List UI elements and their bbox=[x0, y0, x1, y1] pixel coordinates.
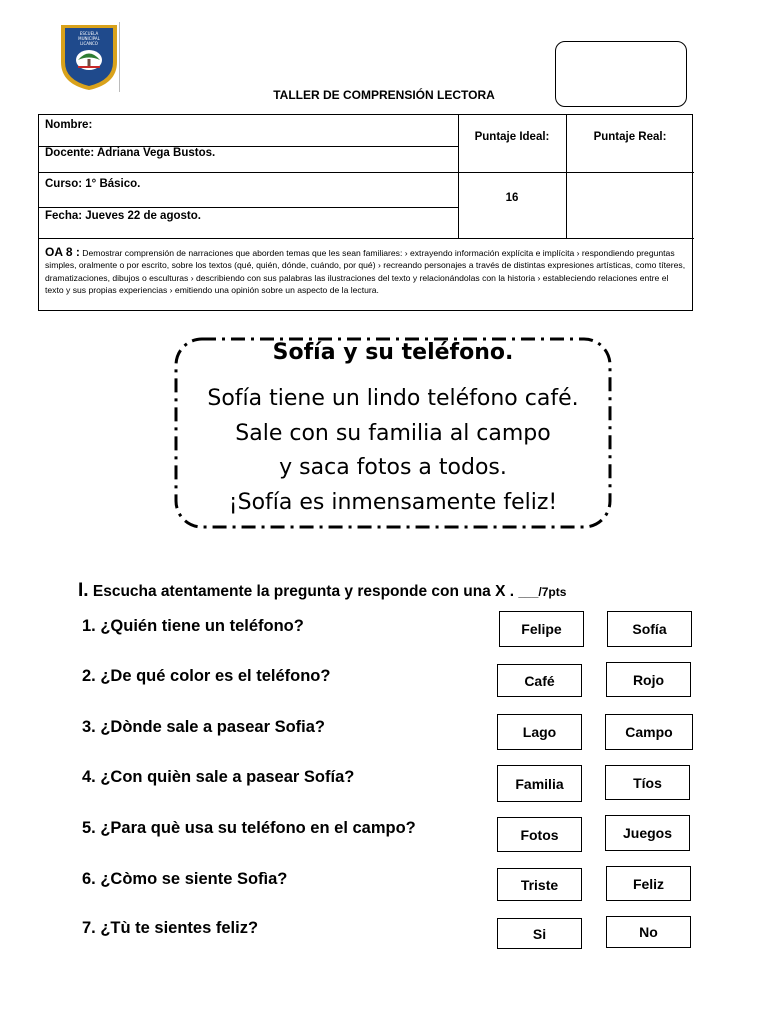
answer-option-campo[interactable]: Campo bbox=[605, 714, 693, 750]
page-title: TALLER DE COMPRENSIÓN LECTORA bbox=[273, 88, 495, 102]
nombre-label: Nombre: bbox=[45, 119, 93, 131]
points-blank: ___/7pts bbox=[518, 585, 567, 599]
answer-option-juegos[interactable]: Juegos bbox=[605, 815, 690, 851]
table-line bbox=[39, 172, 694, 173]
instruction-text: Escucha atentamente la pregunta y responde con una X . bbox=[88, 583, 519, 600]
section-instruction bbox=[78, 580, 566, 602]
answer-option-familia[interactable]: Familia bbox=[497, 765, 582, 802]
question-6: 6. ¿Còmo se siente Sofìa? bbox=[82, 870, 288, 888]
table-line bbox=[39, 207, 458, 208]
fecha-label: Fecha: Jueves 22 de agosto. bbox=[45, 210, 201, 222]
logo-divider bbox=[119, 22, 120, 92]
puntaje-ideal-value: 16 bbox=[505, 192, 519, 204]
answer-option-fotos[interactable]: Fotos bbox=[497, 817, 582, 852]
story-line: y saca fotos a todos. bbox=[279, 455, 507, 480]
story-line: Sale con su familia al campo bbox=[235, 421, 551, 446]
question-3: 3. ¿Dònde sale a pasear Sofia? bbox=[82, 718, 326, 736]
logo-text-2: MUNICIPAL bbox=[78, 36, 100, 41]
oa-objective bbox=[45, 246, 688, 297]
school-shield-icon bbox=[58, 22, 120, 92]
answer-option-si[interactable]: Si bbox=[497, 918, 582, 949]
question-5: 5. ¿Para què usa su teléfono en el campo? bbox=[82, 819, 416, 837]
answer-option-no[interactable]: No bbox=[606, 916, 691, 948]
answer-option-tios[interactable]: Tíos bbox=[605, 765, 690, 800]
table-line bbox=[39, 238, 694, 239]
story-line: ¡Sofía es inmensamente feliz! bbox=[228, 490, 558, 515]
question-4: 4. ¿Con quièn sale a pasear Sofía? bbox=[82, 768, 355, 786]
answer-option-lago[interactable]: Lago bbox=[497, 714, 582, 750]
logo-text-3: LICANCO bbox=[80, 41, 98, 46]
story-line: Sofía tiene un lindo teléfono café. bbox=[207, 386, 579, 411]
answer-option-feliz[interactable]: Feliz bbox=[606, 866, 691, 901]
oa-label: OA 8 : bbox=[45, 245, 80, 259]
question-7: 7. ¿Tù te sientes feliz? bbox=[82, 919, 259, 937]
question-2: 2. ¿De qué color es el teléfono? bbox=[82, 667, 331, 685]
docente-label: Docente: Adriana Vega Bustos. bbox=[45, 147, 216, 159]
answer-option-rojo[interactable]: Rojo bbox=[606, 662, 691, 697]
story-title: Sofía y su teléfono. bbox=[272, 340, 514, 365]
answer-option-felipe[interactable]: Felipe bbox=[499, 611, 584, 647]
info-table bbox=[38, 114, 693, 311]
answer-option-sofia[interactable]: Sofía bbox=[607, 611, 692, 647]
oa-description: Demostrar comprensión de narraciones que aborden temas que les sean familiares: › extrayendo información explícita e implícita › respondiendo preguntas simples, oralmente o por escrito, sobre los textos (qué, quién, dónde, cuándo, por qué) › recreando personajes a través de distintas expresiones artísticas, como títeres, dramatizaciones, dibujos o esculturas › describiendo con sus palabras las ilustraciones del texto y relacionándolas con la historia › estableciendo relaciones entre el texto y sus propias experiencias › emitiendo una opinión sobre un aspecto de la lectura. bbox=[45, 248, 686, 296]
section-number: I. bbox=[78, 580, 89, 601]
answer-option-cafe[interactable]: Café bbox=[497, 664, 582, 697]
curso-label: Curso: 1° Básico. bbox=[45, 178, 141, 190]
puntaje-real-label: Puntaje Real: bbox=[593, 131, 667, 143]
question-1: 1. ¿Quién tiene un teléfono? bbox=[82, 617, 304, 635]
answer-option-triste[interactable]: Triste bbox=[497, 868, 582, 901]
puntaje-ideal-label: Puntaje Ideal: bbox=[474, 131, 550, 143]
logo-text-1: ESCUELA bbox=[79, 31, 99, 36]
